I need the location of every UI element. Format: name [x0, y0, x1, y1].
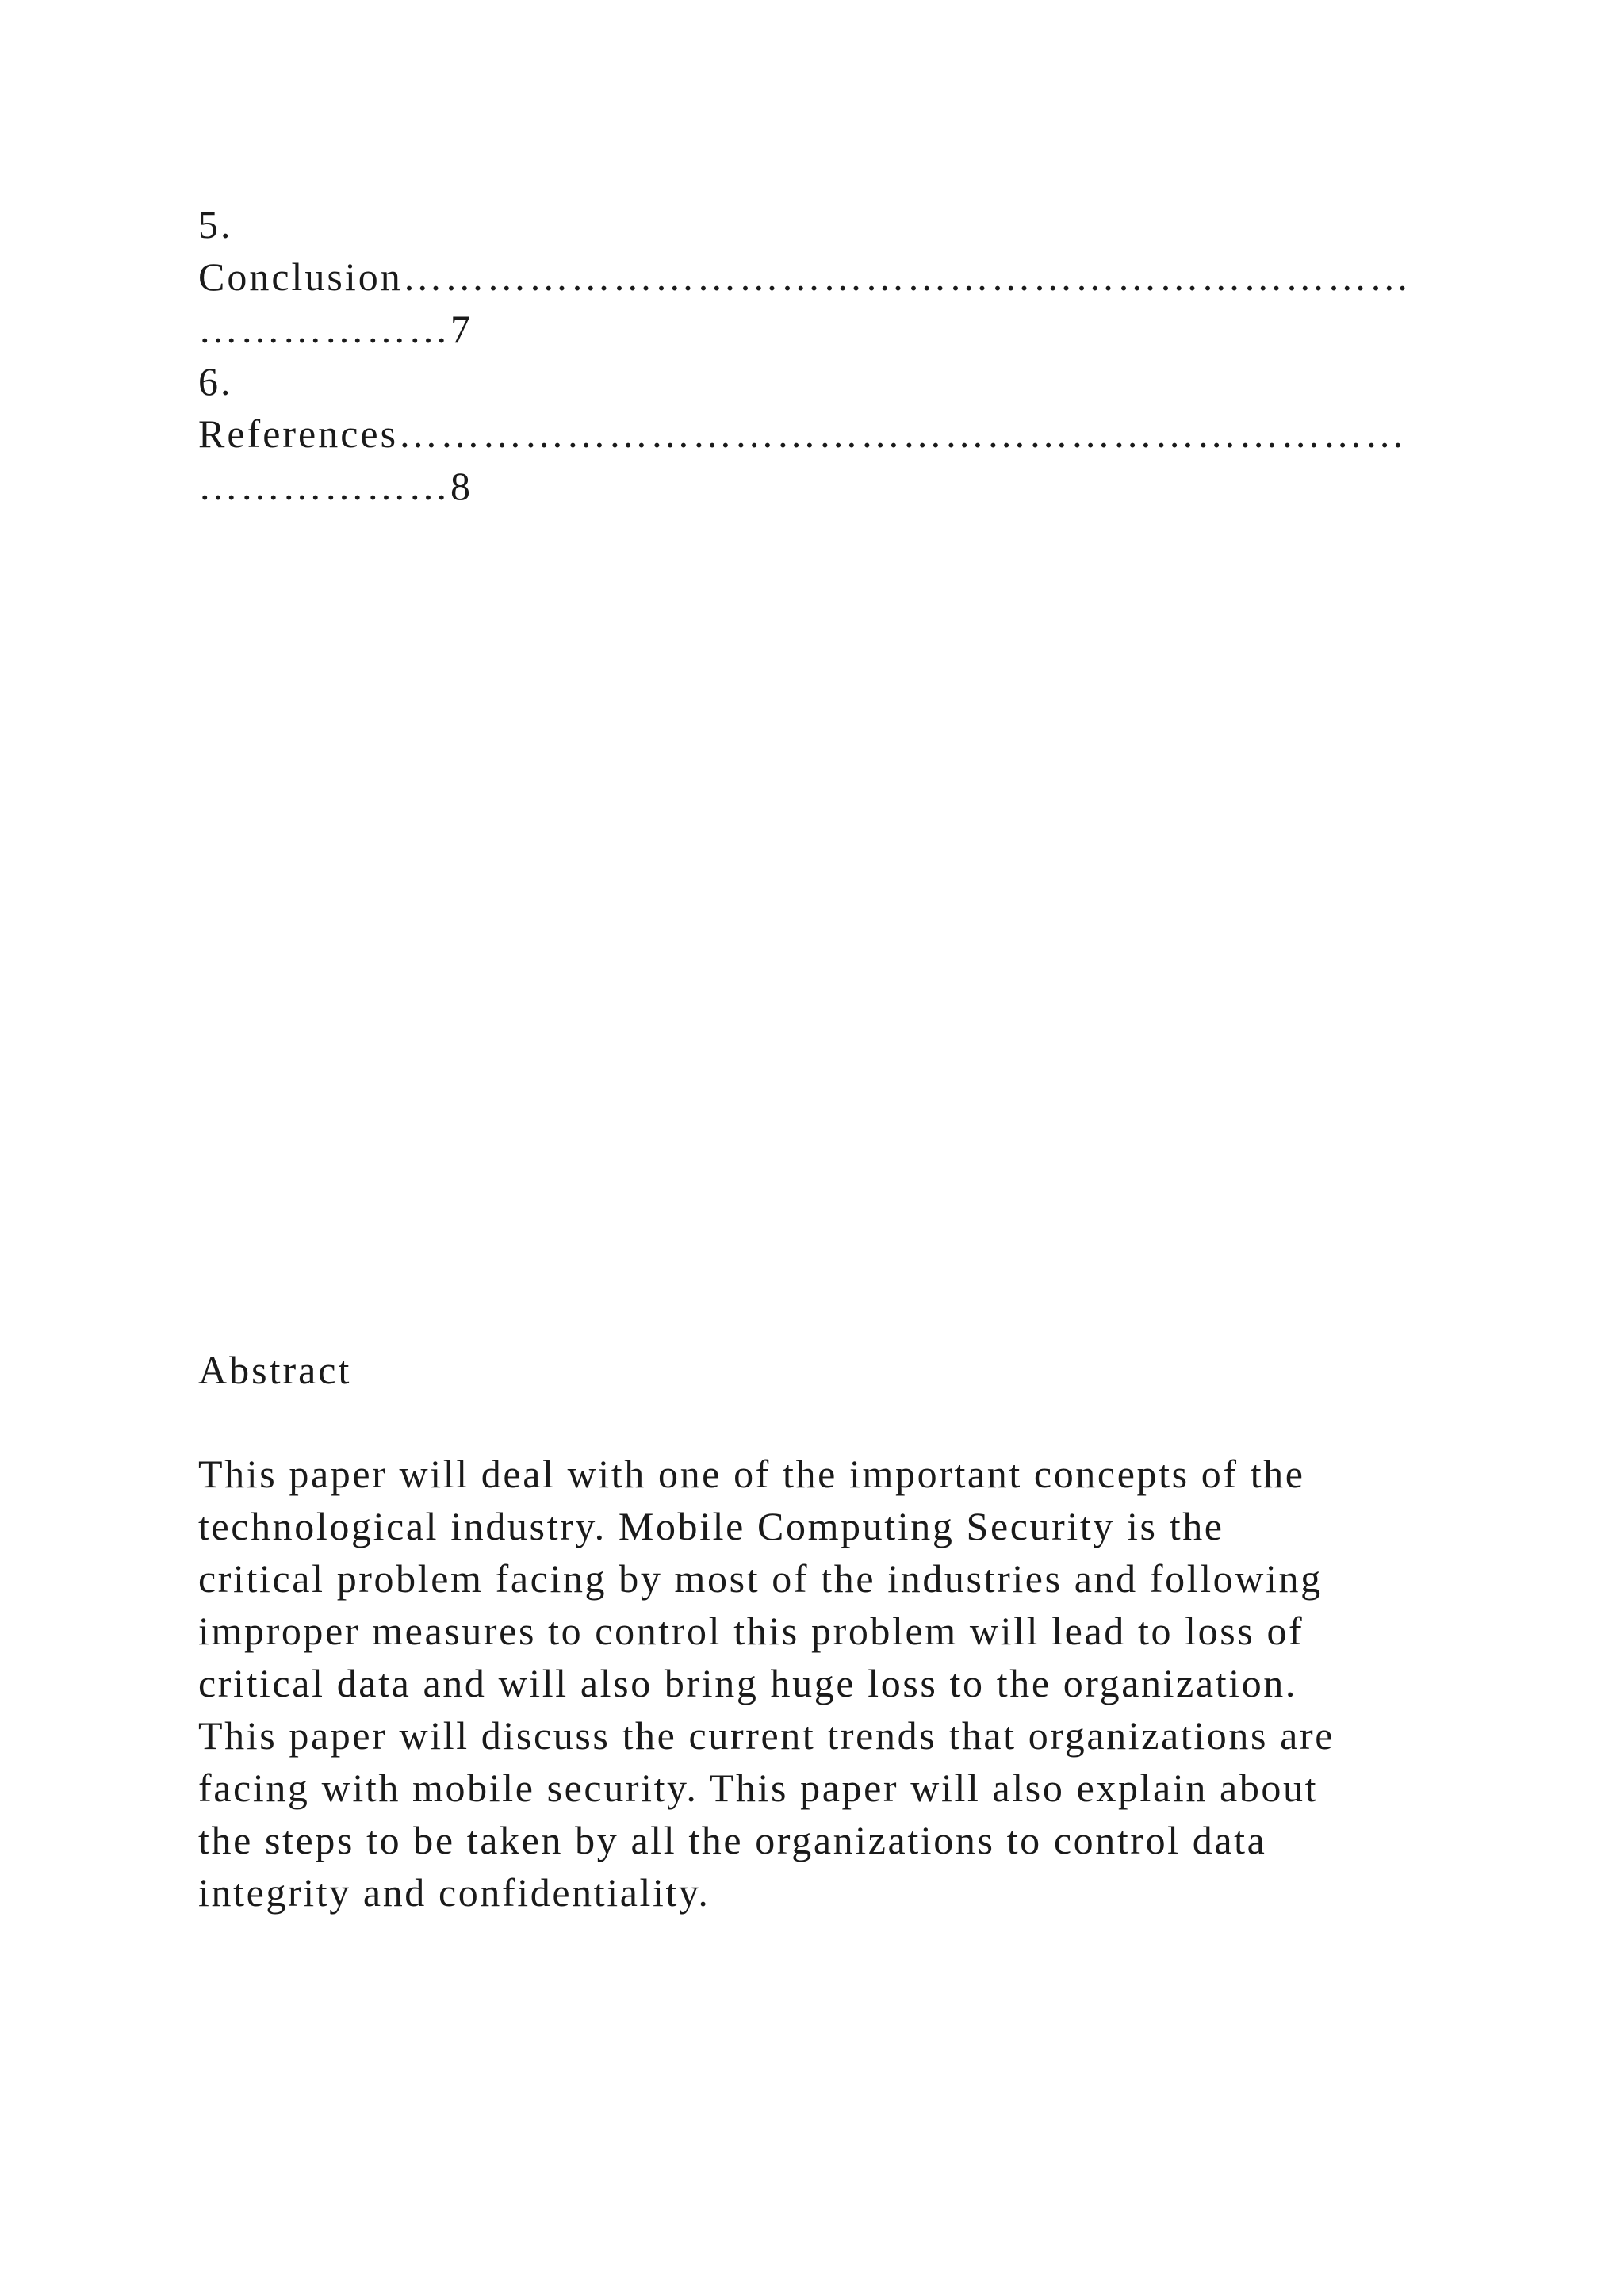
abstract-line: This paper will deal with one of the important concepts of the [198, 1452, 1305, 1496]
abstract-line: integrity and confidentiality. [198, 1870, 710, 1915]
abstract-line: This paper will discuss the current trends that organizations are [198, 1713, 1335, 1758]
abstract-line: facing with mobile security. This paper will also explain about [198, 1766, 1319, 1810]
abstract-heading: Abstract [198, 1348, 352, 1392]
abstract-line: critical problem facing by most of the industries and following [198, 1556, 1323, 1601]
toc-item-6-title: References……………………………………………………………… [198, 411, 1408, 456]
abstract-line: critical data and will also bring huge loss to the organization. [198, 1661, 1298, 1705]
toc-item-5-page: ………………7 [198, 307, 473, 351]
toc-item-5-number: 5. [198, 202, 233, 247]
toc-item-5-title: Conclusion……………………………………………………………… [198, 254, 1411, 299]
toc-item-6-number: 6. [198, 359, 233, 404]
toc-item-6-page: ………………8 [198, 464, 473, 508]
abstract-line: improper measures to control this problem will lead to loss of [198, 1609, 1304, 1653]
abstract-line: the steps to be taken by all the organizations to control data [198, 1818, 1267, 1862]
abstract-line: technological industry. Mobile Computing Security is the [198, 1504, 1224, 1548]
abstract-body [198, 1448, 1335, 1919]
